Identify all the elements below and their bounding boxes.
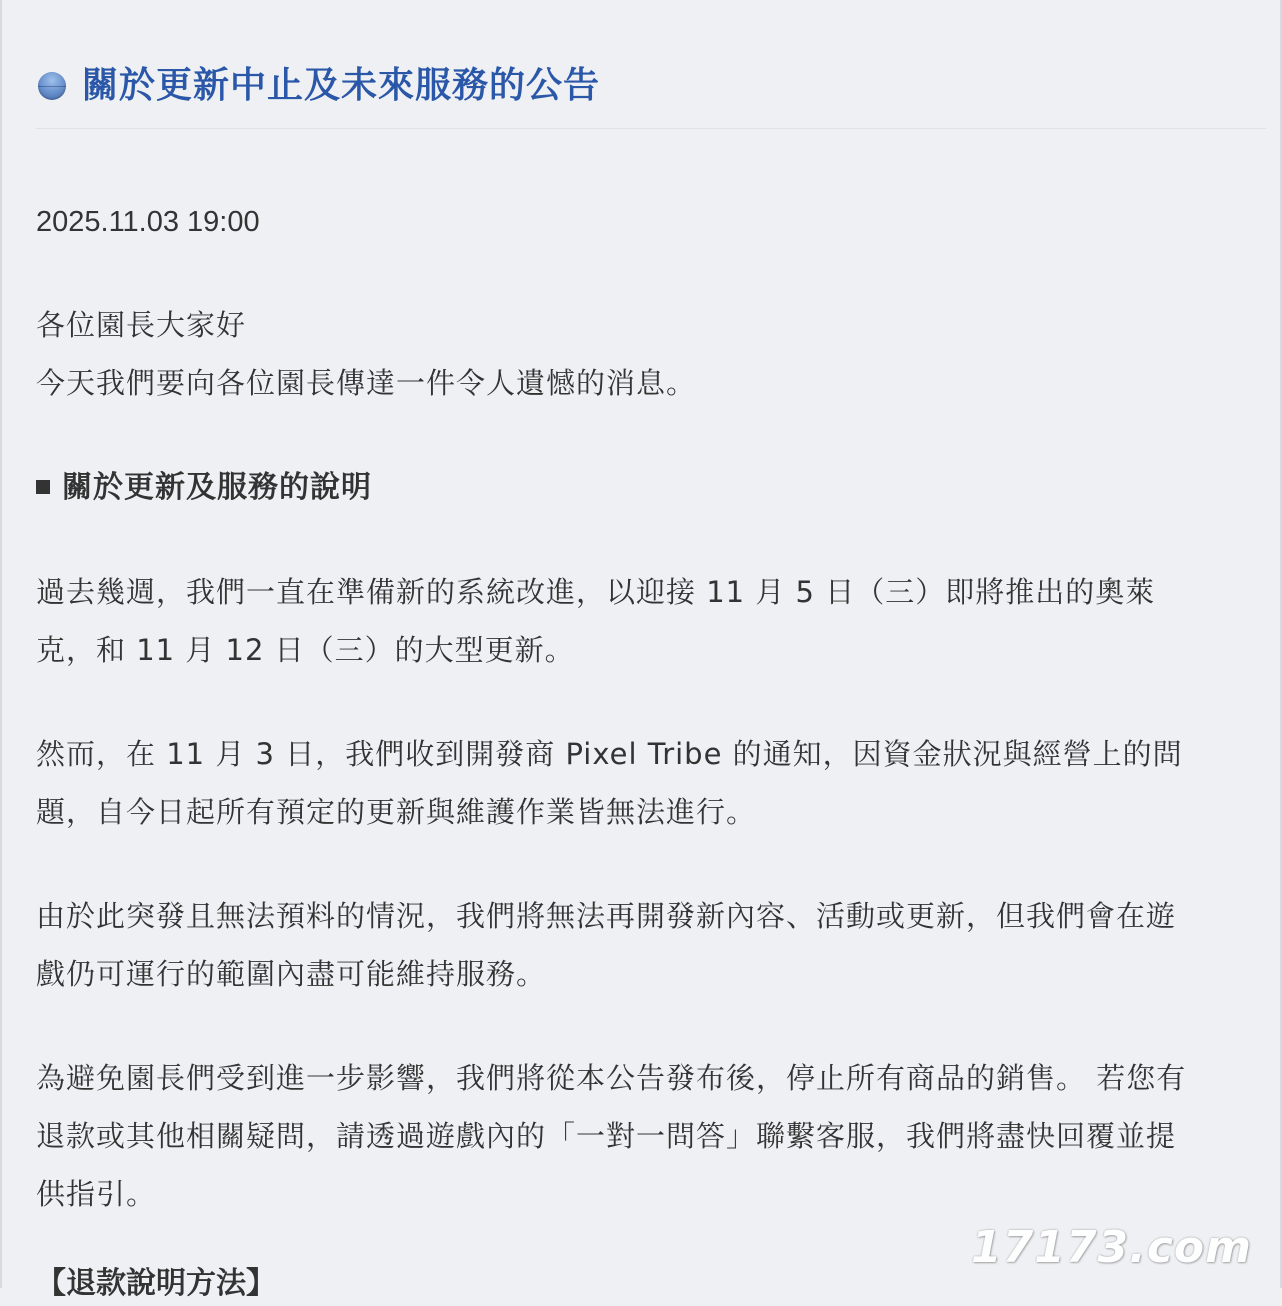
announcement-header [36, 58, 1266, 129]
paragraph-service-continuation [36, 887, 1264, 1003]
post-date: 2025.11.03 19:00 [36, 206, 260, 238]
black-square-icon [36, 480, 50, 494]
section-heading-text: 關於更新及服務的說明 [62, 470, 372, 505]
paragraph-line: 然而，在 11 月 3 日，我們收到開發商 Pixel Tribe 的通知，因資金狀況與經營上的問 [36, 737, 1183, 771]
paragraph-developer-notice [36, 725, 1264, 841]
paragraph-line: 過去幾週，我們一直在準備新的系統改進，以迎接 11 月 5 日（三）即將推出的奧萊 [36, 575, 1156, 609]
paragraph-sales-stop [36, 1049, 1264, 1223]
refund-heading-partial: 【退款說明方法】 [36, 1266, 276, 1301]
paragraph-line: 供指引。 [36, 1177, 157, 1211]
page-title: 關於更新中止及未來服務的公告 [82, 65, 601, 106]
site-watermark: 17173.com [971, 1222, 1252, 1273]
paragraph-line: 克，和 11 月 12 日（三）的大型更新。 [36, 633, 575, 667]
greeting-line: 各位園長大家好 [36, 308, 247, 342]
paragraph-update-plan [36, 563, 1264, 679]
paragraph-line: 退款或其他相關疑問，請透過遊戲內的「一對一問答」聯繫客服，我們將盡快回覆並提 [36, 1119, 1177, 1153]
paragraph-line: 題，自今日起所有預定的更新與維護作業皆無法進行。 [36, 795, 757, 829]
paragraph-line: 為避免園長們受到進一步影響，我們將從本公告發布後，停止所有商品的銷售。 若您有 [36, 1061, 1187, 1095]
greeting-paragraph [36, 296, 1264, 412]
blue-orb-icon [38, 72, 66, 100]
paragraph-line: 戲仍可運行的範圍內盡可能維持服務。 [36, 957, 547, 991]
greeting-line: 今天我們要向各位園長傳達一件令人遺憾的消息。 [36, 366, 697, 400]
paragraph-line: 由於此突發且無法預料的情況，我們將無法再開發新內容、活動或更新，但我們會在遊 [36, 899, 1177, 933]
section-heading [36, 466, 372, 510]
